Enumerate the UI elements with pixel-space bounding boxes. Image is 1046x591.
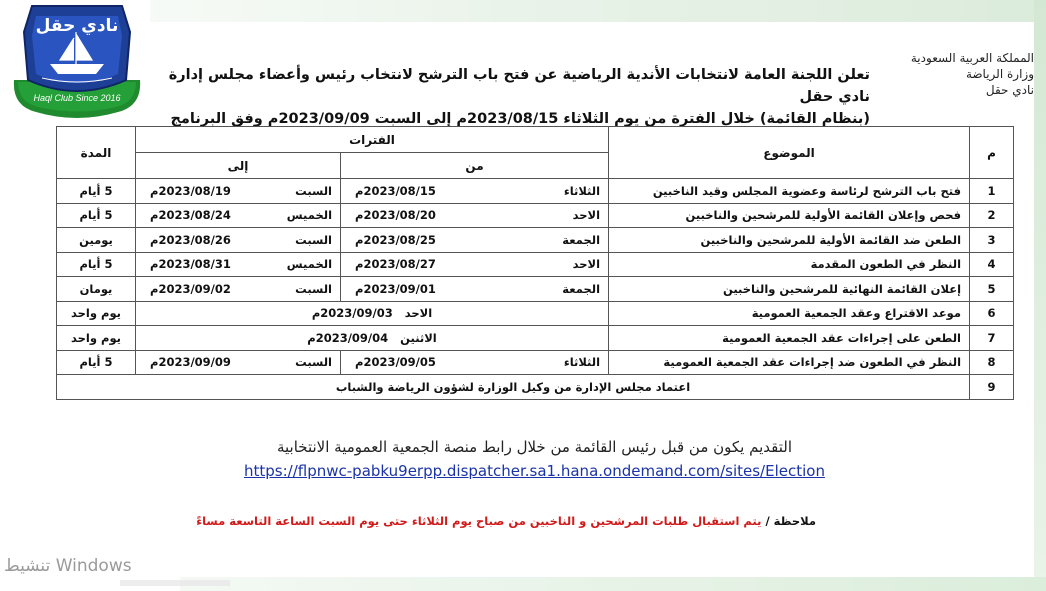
row-from-day: الاحد xyxy=(572,257,601,272)
ministry-header xyxy=(884,50,1034,98)
row-num: 8 xyxy=(970,350,1014,375)
row-from xyxy=(341,203,609,228)
row-num: 3 xyxy=(970,228,1014,253)
row-from xyxy=(341,277,609,302)
row-to-day: الخميس xyxy=(286,208,333,223)
row-to-day: السبت xyxy=(295,281,333,296)
row-topic: فحص وإعلان القائمة الأولية للمرشحين والناخبين xyxy=(609,203,970,228)
row-from-date: 2023/09/05م xyxy=(355,355,436,370)
table-row xyxy=(57,375,1014,400)
row-duration: 5 أيام xyxy=(57,203,136,228)
row-num: 4 xyxy=(970,252,1014,277)
decorative-right-band xyxy=(1034,0,1046,591)
logo-subtext: Haql Club Since 2016 xyxy=(33,93,121,103)
ministry-line-country: المملكة العربية السعودية xyxy=(910,51,1034,65)
row-num: 2 xyxy=(970,203,1014,228)
row-topic: موعد الاقتراع وعقد الجمعية العمومية xyxy=(609,301,970,326)
row-to-date: 2023/08/26م xyxy=(150,232,231,247)
row-topic: الطعن ضد القائمة الأولية للمرشحين والناخبين xyxy=(609,228,970,253)
row-to xyxy=(136,350,341,375)
row-duration: 5 أيام xyxy=(57,179,136,204)
row-num: 1 xyxy=(970,179,1014,204)
note xyxy=(150,514,816,528)
row-to-date: 2023/09/02م xyxy=(150,281,231,296)
row-duration: يوم واحد xyxy=(57,301,136,326)
row-single-day: الاثنين xyxy=(400,330,437,345)
submission-instruction: التقديم يكون من قبل رئيس القائمة من خلال رابط منصة الجمعية العمومية الانتخابية xyxy=(276,438,792,456)
row-to-day: السبت xyxy=(295,183,333,198)
row-to-day: السبت xyxy=(295,232,333,247)
row-duration: 5 أيام xyxy=(57,252,136,277)
row-num: 9 xyxy=(970,375,1014,400)
row-from-date: 2023/09/01م xyxy=(355,281,436,296)
row-to-date: 2023/08/31م xyxy=(150,257,231,272)
row-to xyxy=(136,179,341,204)
row-single-day: الاحد xyxy=(404,306,433,321)
row-duration: يومين xyxy=(57,228,136,253)
row-to xyxy=(136,228,341,253)
row-to xyxy=(136,203,341,228)
row-from xyxy=(341,179,609,204)
row-from-date: 2023/08/25م xyxy=(355,232,436,247)
note-text: يتم استقبال طلبات المرشحين و الناخبين من صباح يوم الثلاثاء حتى يوم السبت الساعة التاسعة مساءً xyxy=(196,514,762,528)
row-single-date-value: 2023/09/03م xyxy=(311,306,393,321)
windows-activation-watermark: تنشيط Windows xyxy=(4,556,132,576)
row-to-day: السبت xyxy=(295,355,333,370)
row-topic: الطعن على إجراءات عقد الجمعية العمومية xyxy=(609,326,970,351)
row-topic: فتح باب الترشح لرئاسة وعضوية المجلس وقيد الناخبين xyxy=(609,179,970,204)
table-row xyxy=(57,326,1014,351)
announcement-line-1: تعلن اللجنة العامة لانتخابات الأندية الرياضية عن فتح باب الترشح لانتخاب رئيس وأعضاء مجلس إدارة نادي حقل xyxy=(168,67,870,105)
row-to-date: 2023/09/09م xyxy=(150,355,231,370)
note-label: ملاحظة / xyxy=(765,514,816,528)
decorative-bottom-band xyxy=(180,577,1046,591)
row-from-date: 2023/08/20م xyxy=(355,208,436,223)
announcement-line-2: (بنظام القائمة) خلال الفترة من يوم الثلاثاء 2023/08/15م إلى السبت 2023/09/09م وفق البرنامج xyxy=(170,111,870,127)
header-from: من xyxy=(341,153,609,179)
ministry-line-ministry: وزارة الرياضة xyxy=(965,67,1034,81)
table-row xyxy=(57,350,1014,375)
row-from-date: 2023/08/15م xyxy=(355,183,436,198)
header-duration: المدة xyxy=(57,127,136,179)
decorative-top-band xyxy=(150,0,1046,22)
row-duration: يوم واحد xyxy=(57,326,136,351)
ministry-line-club: نادي حقل xyxy=(985,83,1034,97)
table-row xyxy=(57,277,1014,302)
schedule-table xyxy=(56,126,1014,400)
row-num: 5 xyxy=(970,277,1014,302)
club-logo xyxy=(6,2,148,120)
row-approval: اعتماد مجلس الإدارة من وكيل الوزارة لشؤون الرياضة والشباب xyxy=(57,375,970,400)
row-to-day: الخميس xyxy=(286,257,333,272)
watermark-subline xyxy=(120,580,230,586)
row-to-date: 2023/08/19م xyxy=(150,183,231,198)
row-num: 7 xyxy=(970,326,1014,351)
row-from xyxy=(341,252,609,277)
row-topic: إعلان القائمة النهائية للمرشحين والناخبين xyxy=(609,277,970,302)
table-row xyxy=(57,203,1014,228)
row-from-day: الجمعة xyxy=(562,232,601,247)
logo-title: نادي حقل xyxy=(35,16,119,36)
header-topic: الموضوع xyxy=(609,127,970,179)
row-topic: النظر في الطعون المقدمة xyxy=(609,252,970,277)
table-row xyxy=(57,301,1014,326)
row-from-day: الثلاثاء xyxy=(563,183,601,198)
table-row xyxy=(57,228,1014,253)
row-from xyxy=(341,350,609,375)
row-single-date-value: 2023/09/04م xyxy=(307,330,389,345)
row-topic: النظر في الطعون ضد إجراءات عقد الجمعية العمومية xyxy=(609,350,970,375)
row-num: 6 xyxy=(970,301,1014,326)
row-from-day: الثلاثاء xyxy=(563,355,601,370)
table-row xyxy=(57,179,1014,204)
header-num: م xyxy=(970,127,1014,179)
row-from-day: الجمعة xyxy=(562,281,601,296)
row-from-date: 2023/08/27م xyxy=(355,257,436,272)
row-to xyxy=(136,252,341,277)
row-from xyxy=(341,228,609,253)
header-to: إلى xyxy=(136,153,341,179)
row-duration: 5 أيام xyxy=(57,350,136,375)
row-single-date xyxy=(136,301,609,326)
row-duration: يومان xyxy=(57,277,136,302)
row-single-date xyxy=(136,326,609,351)
election-platform-link[interactable]: https://flpnwc-pabku9erpp.dispatcher.sa1.hana.ondemand.com/sites/Election xyxy=(244,462,825,480)
row-to xyxy=(136,277,341,302)
table-row xyxy=(57,252,1014,277)
row-to-date: 2023/08/24م xyxy=(150,208,231,223)
row-from-day: الاحد xyxy=(572,208,601,223)
header-periods: الفترات xyxy=(136,127,609,153)
